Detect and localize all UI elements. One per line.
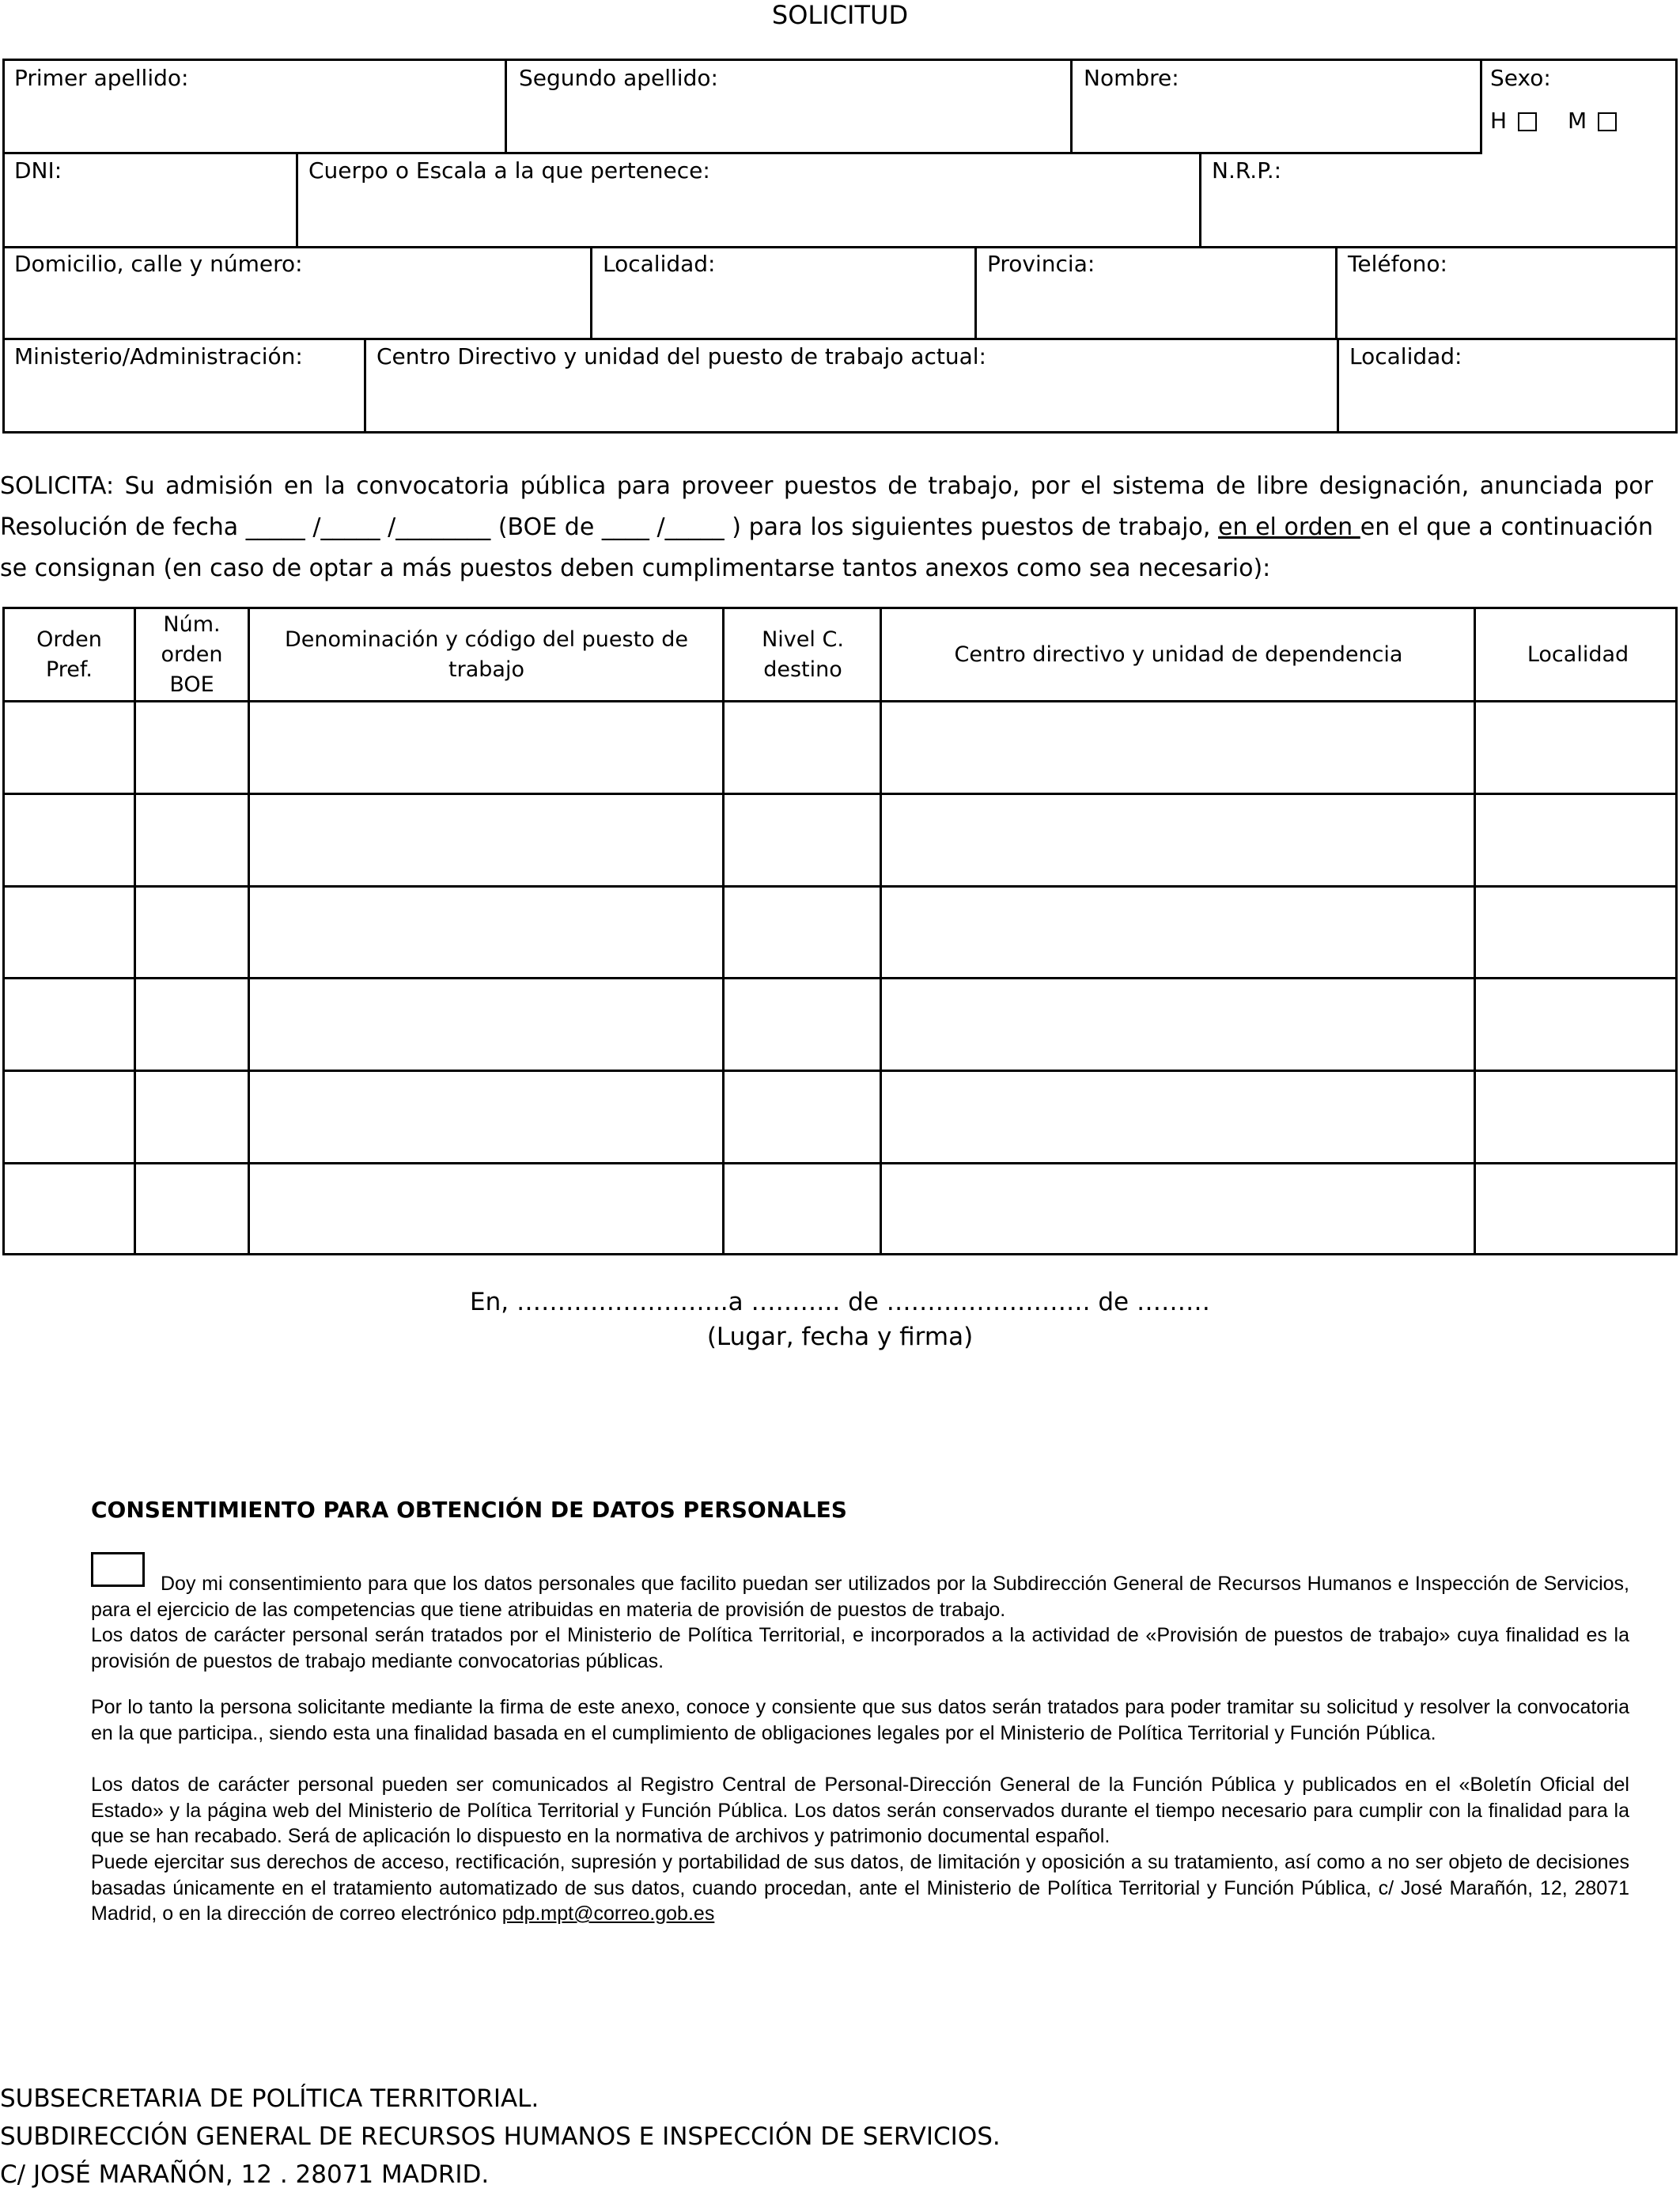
request-line-2: Resolución de fecha _____ /_____ /________ (BOE de ____ /_____ ) para los siguientes puestos de trabajo, en el orden en el que a continuación <box>0 513 1654 541</box>
footer-line-2: SUBDIRECCIÓN GENERAL DE RECURSOS HUMANOS E INSPECCIÓN DE SERVICIOS. <box>0 2122 1001 2151</box>
consent-title: CONSENTIMIENTO PARA OBTENCIÓN DE DATOS PERSONALES <box>91 1497 847 1523</box>
field-nombre[interactable]: Nombre: <box>1084 65 1179 91</box>
consent-paragraph-5: Puede ejercitar sus derechos de acceso, rectificación, supresión y portabilidad de sus datos, de limitación y oposición a su tratamiento, así como a no ser objeto de decisiones basadas únicamente en el tratamiento automatizado de sus datos, cuando procedan, ante el Ministerio de Política Territorial y Función Pública, c/ José Marañón, 12, 28071 Madrid, o en la dirección de correo electrónico pdp.mpt@correo.gob.es <box>91 1851 1629 1925</box>
table-row[interactable] <box>5 979 1675 1070</box>
table-row[interactable] <box>5 795 1675 885</box>
field-sexo: Sexo: <box>1490 65 1551 91</box>
request-line-3: se consignan (en caso de optar a más puestos deben cumplimentarse tantos anexos como sea necesario): <box>0 555 1271 582</box>
field-nrp[interactable]: N.R.P.: <box>1212 157 1282 184</box>
header-localidad: Localidad <box>1527 642 1629 667</box>
request-paragraph <box>0 466 1653 589</box>
sexo-h-checkbox[interactable] <box>1518 112 1537 131</box>
consent-paragraph-4: Los datos de carácter personal pueden ser comunicados al Registro Central de Personal-Dirección General de la Función Pública y publicados en el «Boletín Oficial del Estado» y la página web del Ministerio de Política Territorial y Función Pública. Los datos serán conservados durante el tiempo necesario para cumplir con la finalidad para la que se han recabado. Será de aplicación lo dispuesto en la normativa de archivos y patrimonio documental español. <box>91 1774 1629 1847</box>
field-localidad[interactable]: Localidad: <box>603 251 716 277</box>
sexo-h-label: H <box>1490 108 1508 134</box>
field-dni[interactable]: DNI: <box>14 157 62 184</box>
header-orden-pref: Orden Pref. <box>36 627 102 682</box>
signature-caption: (Lugar, fecha y firma) <box>706 1323 974 1351</box>
table-row[interactable] <box>5 1164 1675 1253</box>
footer-line-1: SUBSECRETARIA DE POLÍTICA TERRITORIAL. <box>0 2084 539 2113</box>
footer-line-3: C/ JOSÉ MARAÑÓN, 12 . 28071 MADRID. <box>0 2160 490 2189</box>
field-domicilio[interactable]: Domicilio, calle y número: <box>14 251 303 277</box>
form-divider <box>2 152 1482 154</box>
request-line-1: SOLICITA: Su admisión en la convocatoria pública para proveer puestos de trabajo, por el sistema de libre designación, anunciada por <box>0 472 1653 500</box>
table-row[interactable] <box>5 702 1675 793</box>
sexo-m-checkbox[interactable] <box>1598 112 1617 131</box>
consent-email-link[interactable]: pdp.mpt@correo.gob.es <box>501 1903 715 1925</box>
table-row[interactable] <box>5 888 1675 977</box>
form-divider <box>2 338 1678 340</box>
header-num-orden-boe: Núm. orden BOE <box>161 611 223 697</box>
consent-paragraph-3: Por lo tanto la persona solicitante mediante la firma de este anexo, conoce y consiente que sus datos serán tratados para poder tramitar su solicitud y resolver la convocatoria en la que participa., siendo esta una finalidad basada en el cumplimiento de obligaciones legales por el Ministerio de Política Territorial y Función Pública. <box>91 1696 1629 1744</box>
consent-paragraph-2: Los datos de carácter personal serán tratados por el Ministerio de Política Territorial, e incorporados a la actividad de «Provisión de puestos de trabajo» cuya finalidad es la provisión de puestos de trabajo mediante convocatorias públicas. <box>91 1624 1629 1672</box>
field-centro-directivo[interactable]: Centro Directivo y unidad del puesto de trabajo actual: <box>376 343 986 369</box>
field-primer-apellido[interactable]: Primer apellido: <box>14 65 189 91</box>
field-cuerpo-escala[interactable]: Cuerpo o Escala a la que pertenece: <box>308 157 710 184</box>
sexo-m-label: M <box>1567 108 1587 134</box>
consent-paragraph-1: Doy mi consentimiento para que los datos personales que facilito puedan ser utilizados por la Subdirección General de Recursos Humanos e Inspección de Servicios, para el ejercicio de las competencias que tiene atribuidas en materia de provisión de puestos de trabajo. <box>91 1573 1629 1621</box>
field-segundo-apellido[interactable]: Segundo apellido: <box>519 65 718 91</box>
header-nivel: Nivel C. destino <box>762 627 844 682</box>
table-row[interactable] <box>5 1072 1675 1162</box>
field-telefono[interactable]: Teléfono: <box>1348 251 1447 277</box>
header-centro: Centro directivo y unidad de dependencia <box>954 642 1403 667</box>
signature-line: En, ……………………..a ……….. de ……………………. de ……… <box>470 1288 1210 1316</box>
sexo-options <box>1490 108 1617 134</box>
form-divider <box>2 246 1678 248</box>
field-provincia[interactable]: Provincia: <box>987 251 1095 277</box>
field-localidad-actual[interactable]: Localidad: <box>1349 343 1462 369</box>
page-title: SOLICITUD <box>771 0 909 30</box>
field-ministerio[interactable]: Ministerio/Administración: <box>14 343 303 369</box>
header-denominacion: Denominación y código del puesto de trabajo <box>284 627 689 682</box>
